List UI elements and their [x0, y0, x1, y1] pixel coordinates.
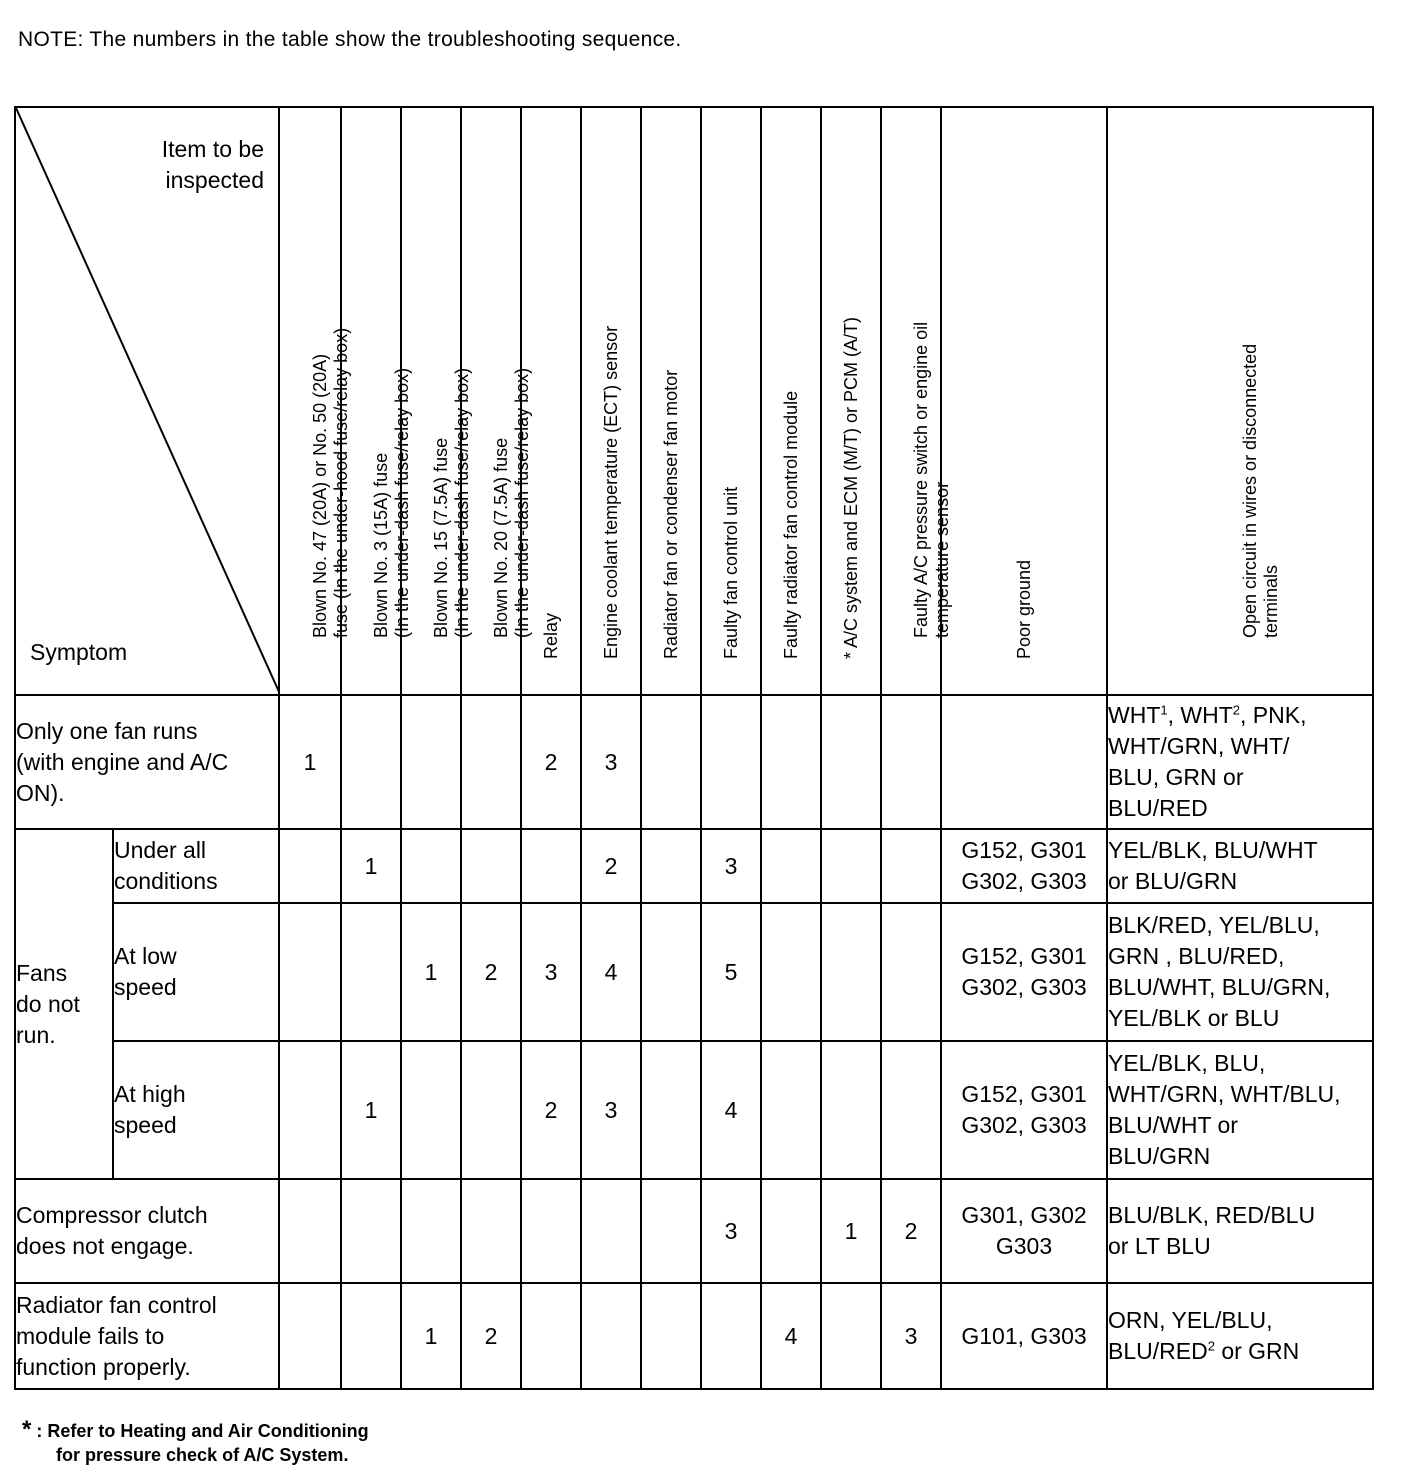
sequence-cell [821, 695, 881, 829]
sequence-cell [881, 1041, 941, 1179]
sequence-cell [279, 903, 341, 1041]
sequence-cell: 3 [701, 1179, 761, 1283]
symptom-radiator-fan-module: Radiator fan control module fails to function properly. [15, 1283, 279, 1389]
sequence-cell [821, 1041, 881, 1179]
ground-cell: G152, G301 G302, G303 [941, 1041, 1107, 1179]
col-header-fan-motor: Radiator fan or condenser fan motor [641, 107, 701, 695]
sequence-cell [341, 1283, 401, 1389]
sequence-cell [641, 903, 701, 1041]
sequence-cell: 1 [401, 903, 461, 1041]
col-header-fuse-47-50: Blown No. 47 (20A) or No. 50 (20A) fuse (In the under-hood fuse/relay box) [279, 107, 341, 695]
sequence-cell: 1 [341, 1041, 401, 1179]
table-row [15, 1283, 1373, 1389]
sequence-cell [641, 695, 701, 829]
table-row [15, 829, 1373, 903]
sequence-cell: 3 [881, 1283, 941, 1389]
ground-cell: G152, G301 G302, G303 [941, 829, 1107, 903]
sequence-cell: 1 [401, 1283, 461, 1389]
sequence-cell [641, 1179, 701, 1283]
footnote-line-2: for pressure check of A/C System. [56, 1445, 349, 1465]
col-header-poor-ground: Poor ground [941, 107, 1107, 695]
sequence-cell: 4 [761, 1283, 821, 1389]
table-row [15, 1179, 1373, 1283]
sequence-cell [341, 1179, 401, 1283]
note-text: NOTE: The numbers in the table show the troubleshooting sequence. [18, 28, 682, 51]
sequence-cell: 2 [881, 1179, 941, 1283]
sequence-cell [461, 1041, 521, 1179]
sequence-cell: 1 [821, 1179, 881, 1283]
sequence-cell [521, 1179, 581, 1283]
sequence-cell: 4 [701, 1041, 761, 1179]
col-header-fan-control-unit: Faulty fan control unit [701, 107, 761, 695]
col-header-ac-pressure-switch: Faulty A/C pressure switch or engine oil temperature sensor [881, 107, 941, 695]
sequence-cell [881, 903, 941, 1041]
sequence-cell [401, 829, 461, 903]
wires-cell: ORN, YEL/BLU, BLU/RED$^2$ or GRN [1107, 1283, 1373, 1389]
sequence-cell: 1 [341, 829, 401, 903]
sequence-cell [401, 1179, 461, 1283]
sequence-cell [761, 1041, 821, 1179]
sequence-cell [701, 1283, 761, 1389]
symptom-label: Symptom [30, 639, 128, 665]
ground-cell: G152, G301 G302, G303 [941, 903, 1107, 1041]
col-header-open-circuit: Open circuit in wires or disconnected terminals [1107, 107, 1373, 695]
table-row [15, 695, 1373, 829]
sequence-cell: 5 [701, 903, 761, 1041]
item-to-be-inspected-label: Item to be inspected [161, 136, 264, 193]
col-header-fuse-15: Blown No. 15 (7.5A) fuse (In the under-dash fuse/relay box) [401, 107, 461, 695]
sequence-cell: 2 [521, 1041, 581, 1179]
sequence-cell: 2 [581, 829, 641, 903]
sequence-cell [641, 1041, 701, 1179]
sequence-cell [641, 1283, 701, 1389]
col-header-fuse-20: Blown No. 20 (7.5A) fuse (In the under-dash fuse/relay box) [461, 107, 521, 695]
symptom-only-one-fan-runs: Only one fan runs (with engine and A/C ON). [15, 695, 279, 829]
sequence-cell [761, 1179, 821, 1283]
sequence-cell: 3 [701, 829, 761, 903]
subsymptom-at-low-speed: At low speed [113, 903, 279, 1041]
sequence-cell: 2 [461, 1283, 521, 1389]
sequence-cell [821, 829, 881, 903]
footnote [22, 1418, 369, 1467]
asterisk-mark: * [22, 1416, 32, 1443]
sequence-cell [279, 1179, 341, 1283]
wires-cell: BLK/RED, YEL/BLU, GRN , BLU/RED, BLU/WHT, BLU/GRN, YEL/BLK or BLU [1107, 903, 1373, 1041]
sequence-cell: 2 [461, 903, 521, 1041]
sequence-cell: 4 [581, 903, 641, 1041]
sequence-cell [761, 829, 821, 903]
sequence-cell [279, 829, 341, 903]
troubleshooting-table [14, 106, 1374, 1390]
symptom-compressor-clutch: Compressor clutch does not engage. [15, 1179, 279, 1283]
sequence-cell [461, 1179, 521, 1283]
sequence-cell [821, 1283, 881, 1389]
sequence-cell [279, 1283, 341, 1389]
sequence-cell [881, 829, 941, 903]
sequence-cell [401, 1041, 461, 1179]
table-row [15, 1041, 1373, 1179]
sequence-cell [821, 903, 881, 1041]
sequence-cell [341, 695, 401, 829]
header-row [15, 107, 1373, 695]
ground-cell: G301, G302 G303 [941, 1179, 1107, 1283]
col-header-relay: Relay [521, 107, 581, 695]
footnote-line-1: : Refer to Heating and Air Conditioning [36, 1421, 369, 1441]
col-header-ect-sensor: Engine coolant temperature (ECT) sensor [581, 107, 641, 695]
wires-cell: YEL/BLK, BLU, WHT/GRN, WHT/BLU, BLU/WHT or BLU/GRN [1107, 1041, 1373, 1179]
sequence-cell [761, 903, 821, 1041]
subsymptom-at-high-speed: At high speed [113, 1041, 279, 1179]
col-header-fan-control-module: Faulty radiator fan control module [761, 107, 821, 695]
sequence-cell [581, 1179, 641, 1283]
symptom-fans-do-not-run: Fans do not run. [15, 829, 113, 1179]
sequence-cell: 1 [279, 695, 341, 829]
table-row [15, 903, 1373, 1041]
ground-cell [941, 695, 1107, 829]
sequence-cell [641, 829, 701, 903]
sequence-cell [701, 695, 761, 829]
sequence-cell: 3 [521, 903, 581, 1041]
sequence-cell: 3 [581, 695, 641, 829]
sequence-cell [461, 829, 521, 903]
sequence-cell [279, 1041, 341, 1179]
col-header-ac-system-ecm-pcm: * A/C system and ECM (M/T) or PCM (A/T) [821, 107, 881, 695]
sequence-cell [401, 695, 461, 829]
sequence-cell [521, 1283, 581, 1389]
ground-cell: G101, G303 [941, 1283, 1107, 1389]
sequence-cell [581, 1283, 641, 1389]
wires-cell: WHT$^1$, WHT$^2$, PNK, WHT/GRN, WHT/ BLU, GRN or BLU/RED [1107, 695, 1373, 829]
wires-cell: YEL/BLK, BLU/WHT or BLU/GRN [1107, 829, 1373, 903]
sequence-cell: 2 [521, 695, 581, 829]
sequence-cell [761, 695, 821, 829]
col-header-fuse-3: Blown No. 3 (15A) fuse (In the under-dash fuse/relay box) [341, 107, 401, 695]
sequence-cell [881, 695, 941, 829]
sequence-cell [521, 829, 581, 903]
corner-cell [15, 107, 279, 695]
wires-cell: BLU/BLK, RED/BLU or LT BLU [1107, 1179, 1373, 1283]
sequence-cell: 3 [581, 1041, 641, 1179]
subsymptom-under-all-conditions: Under all conditions [113, 829, 279, 903]
sequence-cell [461, 695, 521, 829]
sequence-cell [341, 903, 401, 1041]
